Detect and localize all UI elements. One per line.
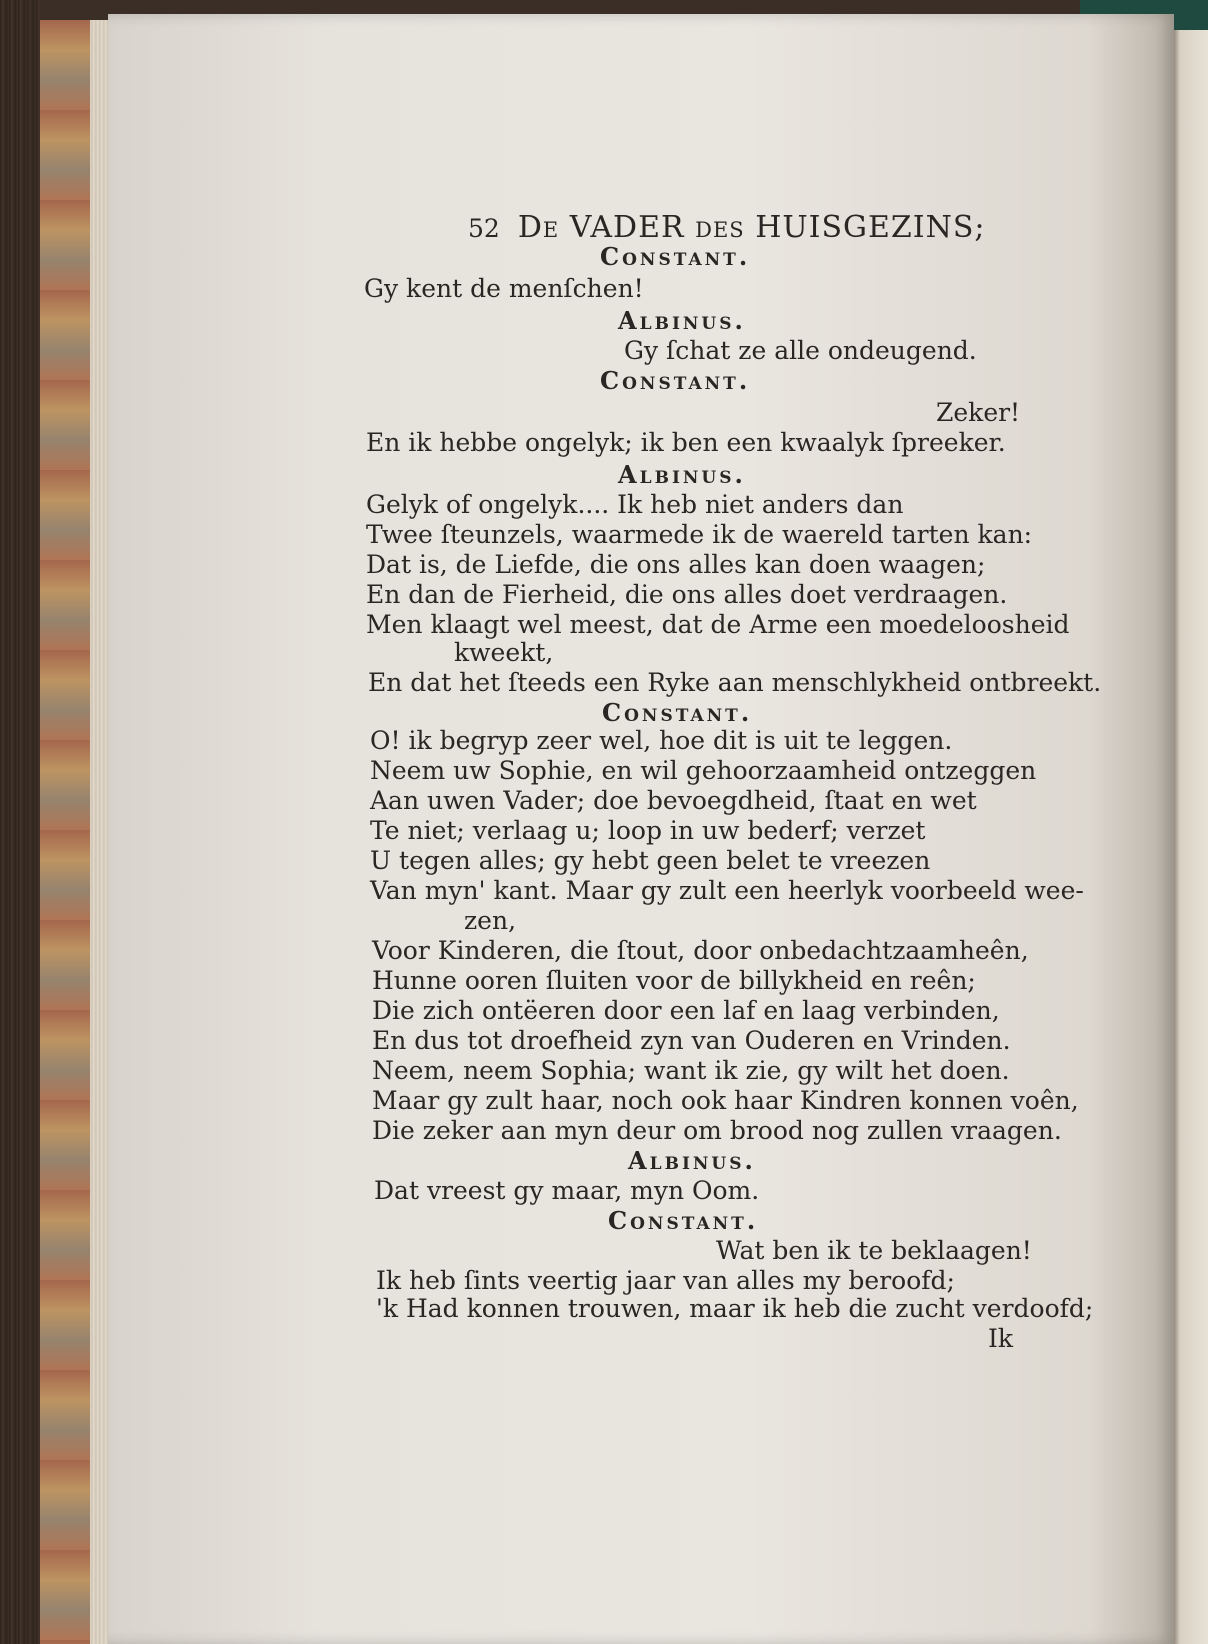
verse-line: Neem uw Sophie, en wil gehoorzaamheid ontzeggen — [370, 756, 1037, 785]
speaker-heading: Albinus. — [618, 306, 746, 335]
verse-line: Twee ſteunzels, waarmede ik de waereld tarten kan: — [366, 520, 1033, 549]
verse-line: zen, — [464, 906, 517, 935]
page-text — [108, 14, 1174, 1644]
speaker-heading: Albinus. — [628, 1146, 756, 1175]
verse-line: Wat ben ik te beklaagen! — [716, 1236, 1032, 1265]
page-number: 52 — [468, 214, 500, 243]
verse-line: Gy ſchat ze alle ondeugend. — [624, 336, 977, 365]
speaker-heading: Constant. — [608, 1206, 759, 1235]
verse-line: Te niet; verlaag u; loop in uw bederf; verzet — [370, 816, 926, 845]
verse-line: Dat vreest gy maar, myn Oom. — [374, 1176, 760, 1205]
running-head — [468, 210, 1168, 247]
verse-line: En dat het ſteeds een Ryke aan menschlykheid ontbreekt. — [368, 668, 1102, 697]
speaker-heading: Constant. — [602, 698, 753, 727]
verse-line: Hunne ooren ſluiten voor de billykheid en reên; — [372, 966, 976, 995]
verse-line: Men klaagt wel meest, dat de Arme een moedeloosheid — [366, 610, 1070, 639]
verse-line: Ik heb ſints veertig jaar van alles my beroofd; — [376, 1266, 955, 1295]
verse-line: Zeker! — [936, 398, 1021, 427]
verse-line: Van myn' kant. Maar gy zult een heerlyk voorbeeld wee- — [370, 876, 1084, 905]
book-page — [108, 14, 1174, 1644]
running-title: De VADER des HUISGEZINS; — [517, 210, 986, 245]
verse-line: Die zeker aan myn deur om brood nog zullen vraagen. — [372, 1116, 1062, 1145]
verse-line: Aan uwen Vader; doe bevoegdheid, ſtaat en wet — [370, 786, 977, 815]
wood-background — [0, 0, 40, 1644]
speaker-heading: Constant. — [600, 242, 751, 271]
verse-line: Gelyk of ongelyk.... Ik heb niet anders dan — [366, 490, 904, 519]
verse-line: Die zich ontëeren door een laf en laag verbinden, — [372, 996, 1000, 1025]
verse-line: kweekt, — [454, 638, 554, 667]
verse-line: En ik hebbe ongelyk; ik ben een kwaalyk ſpreeker. — [366, 428, 1006, 457]
verse-line: 'k Had konnen trouwen, maar ik heb die zucht verdoofd; — [376, 1294, 1094, 1323]
verse-line: Voor Kinderen, die ſtout, door onbedachtzaamheên, — [372, 936, 1029, 965]
verse-line: Neem, neem Sophia; want ik zie, gy wilt het doen. — [372, 1056, 1010, 1085]
verse-line: O! ik begryp zeer wel, hoe dit is uit te leggen. — [370, 726, 953, 755]
speaker-heading: Albinus. — [618, 460, 746, 489]
facing-page-edge — [1170, 30, 1208, 1644]
speaker-heading: Constant. — [600, 366, 751, 395]
catchword: Ik — [988, 1324, 1014, 1353]
verse-line: En dan de Fierheid, die ons alles doet verdraagen. — [366, 580, 1008, 609]
verse-line: En dus tot droefheid zyn van Ouderen en Vrinden. — [372, 1026, 1011, 1055]
book-marbled-edge — [40, 20, 93, 1644]
verse-line: Maar gy zult haar, noch ook haar Kindren konnen voên, — [372, 1086, 1079, 1115]
verse-line: Dat is, de Liefde, die ons alles kan doen waagen; — [366, 550, 986, 579]
verse-line: U tegen alles; gy hebt geen belet te vreezen — [370, 846, 931, 875]
verse-line: Gy kent de menſchen! — [364, 274, 644, 303]
